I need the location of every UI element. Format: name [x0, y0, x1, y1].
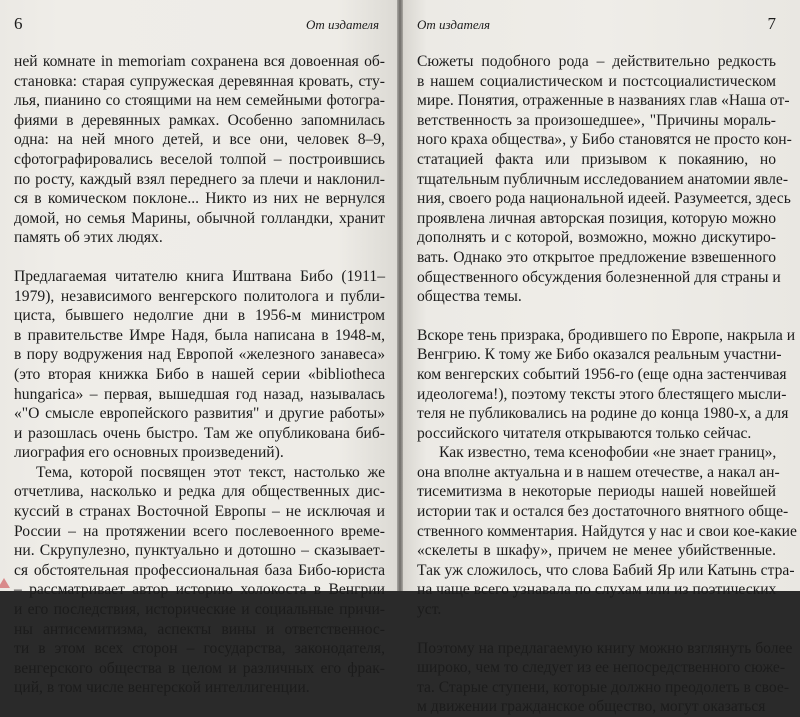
- text-line: отчетлива, насколько и редка для общественных дис-: [14, 483, 385, 501]
- text-line: циста, бывшего недолгие дни в 1956-м министром: [14, 307, 385, 325]
- corner-mark: [0, 578, 10, 588]
- text-line: лиография его основных произведений).: [14, 444, 284, 462]
- text-line: ком венгерских событий 1956-го (еще одна застенчивая: [417, 365, 787, 383]
- paragraph-text: [14, 267, 385, 463]
- text-line: ственного комментария. Найдутся у нас и свои кое-какие: [417, 522, 797, 540]
- text-line: статацией факта или призывом к покаянию, но: [417, 150, 776, 168]
- left-paragraph-1: [14, 52, 385, 248]
- text-line: общественного обсуждения болезненной для страны и: [417, 268, 781, 286]
- text-line: Вскоре тень призрака, бродившего по Европе, накрыла и: [417, 326, 796, 344]
- text-line: одна: на ней много детей, и все они, человек 8–9,: [14, 131, 385, 149]
- text-line: идеологема!), поэтому тексты этого блестящего мысли-: [417, 385, 787, 403]
- right-page: [403, 0, 800, 716]
- text-line: теля не публиковались на родине до конца 1980-х, а для: [417, 405, 789, 423]
- text-line: «"О смысле европейского развития" и другие работы»: [14, 405, 385, 423]
- text-line: истории так и остался без достаточного внятного обще-: [417, 503, 789, 521]
- right-page-number: 7: [767, 14, 776, 33]
- text-line: Как известно, тема ксенофобии «не знает границ»,: [439, 444, 777, 462]
- text-line: ни. Скрупулезно, пунктуально и дотошно – сказывает-: [14, 542, 385, 560]
- text-line: российского читателя открываются только сейчас.: [417, 424, 752, 442]
- left-page-text: [14, 52, 385, 698]
- left-running-header: [14, 14, 385, 36]
- text-line: и его последствия, исторические и социальные причи-: [14, 601, 385, 619]
- right-paragraph-3: [417, 443, 797, 619]
- left-paragraph-3: [14, 463, 385, 698]
- text-line: ся в комическом поклоне... Никто из них не вернулся: [14, 190, 385, 208]
- text-line: Сюжеты подобного рода – действительно редкость: [417, 53, 776, 70]
- text-line: России – на протяжении всего послевоенного време-: [14, 522, 385, 540]
- text-line: широко, чем то следует из ее непосредственного сюже-: [417, 659, 786, 677]
- text-line: становка: старая супружеская деревянная кровать, сту-: [14, 72, 385, 90]
- text-line: ны антисемитизма, аспекты вины и ответственнос-: [14, 620, 385, 638]
- text-line: вать. Однако это открытое предложение взвешенного: [417, 248, 776, 266]
- text-line: куссий в странах Восточной Европы – не исключая и: [14, 503, 385, 521]
- paragraph-text: [417, 639, 793, 717]
- text-line: тисемитизма в некоторые периоды нашей новейшей: [417, 483, 776, 501]
- right-running-header: [417, 14, 776, 36]
- right-paragraph-4: [417, 639, 793, 717]
- text-line: Венгрию. К тому же Бибо оказался реальным участни-: [417, 346, 782, 364]
- text-line: ся обстоятельная профессиональная база Бибо-юриста: [14, 561, 385, 579]
- text-line: уст.: [417, 601, 442, 619]
- right-paragraph-1: [417, 52, 792, 307]
- text-line: в пору водружения над Европой «железного занавеса»: [14, 346, 385, 364]
- text-line: память об этих людях.: [14, 229, 163, 247]
- paragraph-gap: [14, 248, 385, 267]
- left-paragraph-2: [14, 267, 385, 463]
- text-line: мире. Понятия, отраженные в названиях глав «Наша от-: [417, 92, 790, 110]
- text-line: 1979), независимого венгерского политолога и публи-: [14, 287, 385, 305]
- paragraph-text: [14, 52, 385, 248]
- text-line: тщательным публичным исследованием анатомии явле-: [417, 170, 789, 188]
- paragraph-gap: [417, 620, 776, 639]
- right-running-head: От издателя: [417, 17, 491, 32]
- text-line: ветственность за произошедшее», "Причины мораль-: [417, 111, 776, 129]
- text-line: та. Старые ступени, которые должно преодолеть в свое-: [417, 678, 790, 696]
- text-line: Предлагаемая читателю книга Иштвана Бибо (1911–: [14, 267, 385, 285]
- text-line: ния, своего рода национальной идеей. Разумеется, здесь: [417, 190, 791, 208]
- text-line: hungarica» – первая, вышедшая год назад, называлась: [14, 385, 385, 403]
- text-line: ций, в том числе венгерской интеллигенции.: [14, 679, 310, 697]
- text-line: венгерского общества в целом и различных его фрак-: [14, 659, 385, 677]
- text-line: «скелеты в шкафу», причем не менее убийственные.: [417, 542, 776, 560]
- text-line: ней комнате in memoriam сохранена вся довоенная об-: [14, 53, 385, 70]
- paragraph-gap: [417, 307, 776, 326]
- paragraph-text: [417, 443, 797, 619]
- text-line: (это вторая книжка Бибо в нашей серии «bibliotheca: [14, 365, 385, 383]
- text-line: ного краха общества», у Бибо становятся не просто кон-: [417, 131, 792, 149]
- paragraph-text: [417, 326, 796, 444]
- text-line: на чаще всего узнавала по слухам или из поэтических: [417, 581, 777, 599]
- right-paragraph-2: [417, 326, 796, 444]
- text-line: Так уж сложилось, что слова Бабий Яр или Катынь стра-: [417, 561, 795, 579]
- text-line: Тема, которой посвящен этот текст, настолько же: [36, 463, 385, 481]
- text-line: Поэтому на предлагаемую книгу можно взглянуть более: [417, 639, 793, 657]
- text-line: ти в этом всех сторон – государства, законодателя,: [14, 640, 385, 658]
- text-line: общества темы.: [417, 288, 522, 306]
- left-running-head: От издателя: [305, 17, 379, 32]
- text-line: лья, пианино со стоящими на нем семейными фотогра-: [14, 92, 385, 110]
- text-line: домой, но семья Марины, обычной голландки, хранит: [14, 209, 385, 227]
- text-line: в нашем социалистическом и постсоциалистическом: [417, 72, 776, 90]
- text-line: дополнять и с которой, возможно, можно дискутиро-: [417, 229, 776, 247]
- text-line: – рассматривает автор историю холокоста в Венгрии: [14, 581, 385, 599]
- paragraph-text: [14, 463, 385, 698]
- left-page-number: 6: [14, 14, 23, 33]
- text-line: она вполне актуальна и в нашем отечестве, а накал ан-: [417, 463, 780, 481]
- left-page: [0, 0, 397, 697]
- text-line: фиями в деревянных рамках. Особенно запомнилась: [14, 111, 385, 129]
- text-line: и разошлась очень быстро. Там же опубликована биб-: [14, 424, 385, 442]
- text-line: проявлена личная авторская позиция, которую можно: [417, 209, 776, 227]
- text-line: по росту, каждый взял переднего за плечи и наклонил-: [14, 170, 385, 188]
- text-line: м движении гражданское общество, могут оказаться: [417, 698, 766, 716]
- text-line: сфотографировались веселой толпой – построившись: [14, 150, 385, 168]
- paragraph-text: [417, 52, 792, 307]
- text-line: в правительстве Имре Надя, была написана в 1948-м,: [14, 326, 385, 344]
- right-page-text: [417, 52, 797, 717]
